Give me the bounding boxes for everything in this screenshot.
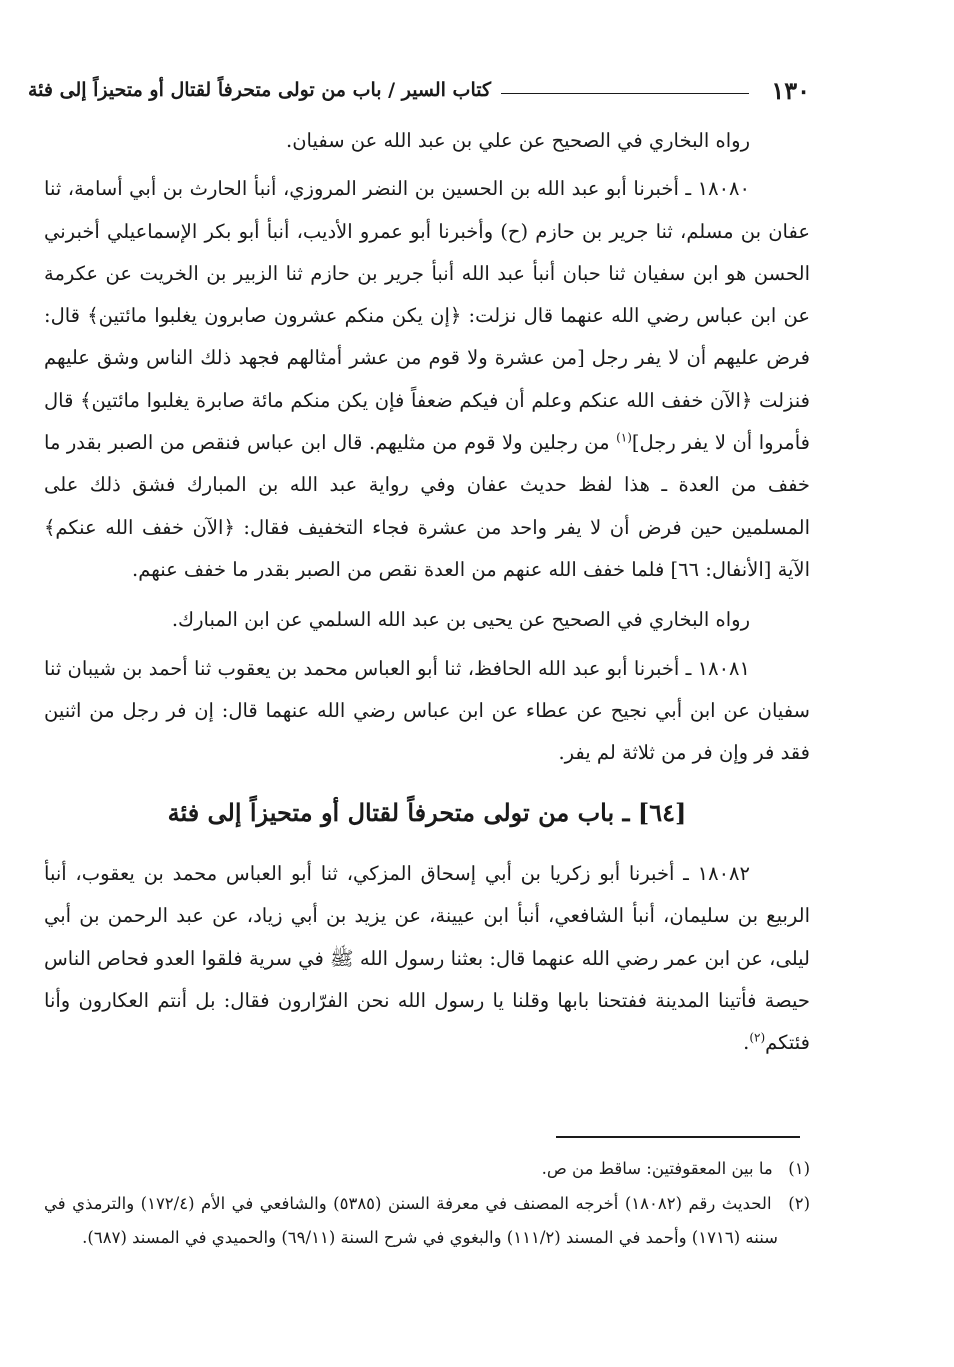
paragraph-bukhari-1: رواه البخاري في الصحيح عن علي بن عبد الله عن سفيان. bbox=[286, 129, 750, 152]
footnotes bbox=[44, 1152, 810, 1256]
footnote-1 bbox=[44, 1152, 810, 1187]
page-header bbox=[28, 70, 810, 110]
footnote-ref-1[interactable]: (١) bbox=[616, 430, 632, 445]
main-text-2 bbox=[44, 853, 810, 1064]
footnote-2 bbox=[44, 1187, 810, 1256]
chapter-heading: [٦٤] ـ باب من تولى متحرفاً لقتال أو متحيزاً إلى فئة bbox=[167, 798, 687, 827]
footnote-ref-2[interactable]: (٢) bbox=[749, 1030, 766, 1045]
footnote-2-text: الحديث رقم (١٨٠٨٢) أخرجه المصنف في معرفة السنن (٥٣٨٥) والشافعي في الأم (١٧٢/٤) والترمذي في سننه (١٧١٦) وأحمد في المسند (١١١/٢) والبغوي في شرح السنة (٦٩/١١) والحميدي في المسند (٦٨٧). bbox=[44, 1193, 778, 1247]
hadith-18082-text: ١٨٠٨٢ ـ أخبرنا أبو زكريا بن أبي إسحاق المزكي، ثنا أبو العباس محمد بن يعقوب، أنبأ الربيع بن سليمان، أنبأ الشافعي، أنبأ ابن عيينة، عن يزيد بن أبي زياد، عن عبد الرحمن بن أبي ليلى، عن ابن عمر رضي الله عنهما قال: بعثنا رسول الله ﷺ في سرية فلقوا العدو فحاص الناس حيصة فأتينا المدينة ففتحنا بابها وقلنا يا رسول الله نحن الفرّارون فقال: بل أنتم العكارون وأنا فئتكم bbox=[44, 862, 810, 1055]
running-title: كتاب السير / باب من تولى متحرفاً لقتال أو متحيزاً إلى فئة bbox=[28, 79, 492, 101]
header-rule bbox=[501, 93, 749, 94]
page-number: ١٣٠ bbox=[771, 75, 810, 105]
hadith-18080-part2: من رجلين ولا قوم من مثليهم. قال ابن عباس فنقص من الصبر بقدر ما خفف من العدة ـ هذا لفظ حديث عفان وفي رواية عبد الله بن المبارك فشق ذلك على المسلمين حين فرض أن لا يفر واحد من عشرة فجاء التخفيف فقال: ﴿الآن خفف الله عنكم﴾ الآية [الأنفال: ٦٦] فلما خفف الله عنهم من العدة نقص من الصبر بقدر ما خفف عنهم. bbox=[44, 431, 810, 581]
paragraph-bukhari-2: رواه البخاري في الصحيح عن يحيى بن عبد الله السلمي عن ابن المبارك. bbox=[171, 608, 750, 632]
main-text bbox=[44, 120, 810, 774]
footnote-1-number: (١) bbox=[788, 1159, 810, 1178]
footnote-2-number: (٢) bbox=[788, 1193, 810, 1213]
footnote-rule bbox=[556, 1136, 800, 1138]
hadith-18081: ١٨٠٨١ ـ أخبرنا أبو عبد الله الحافظ، ثنا أبو العباس محمد بن يعقوب ثنا أحمد بن شيبان ثنا سفيان عن ابن أبي نجيح عن عطاء عن ابن عباس رضي الله عنهما قال: إن فر رجل من اثنين فقد فر وإن فر من ثلاثة لم يفر. bbox=[44, 656, 810, 765]
footnote-1-text: ما بين المعقوفتين: ساقط من ص. bbox=[541, 1159, 773, 1178]
hadith-18080 bbox=[44, 168, 810, 591]
hadith-18080-part1: ١٨٠٨٠ ـ أخبرنا أبو عبد الله بن الحسين بن النضر المروزي، أنبأ الحارث بن أبي أسامة، ثنا عفان بن مسلم، ثنا جرير بن حازم (ح) وأخبرنا أبو عمرو الأديب، أنبأ أبو بكر الإسماعيلي أخبرني الحسن هو ابن سفيان ثنا حبان أنبأ عبد الله أنبأ جرير بن حازم ثنا الزبير بن الخريت عن عكرمة عن ابن عباس رضي الله عنهما قال نزلت: ﴿إن يكن منكم عشرون صابرون يغلبوا مائتين﴾ قال: فرض عليهم أن لا يفر رجل [من عشرة ولا قوم من عشر أمثالهم فجهد ذلك الناس وشق عليهم فنزلت ﴿الآن خفف الله عنكم وعلم أن فيكم ضعفاً فإن يكن منكم مائة صابرة يغلبوا مائتين﴾ قال فأمروا أن لا يفر رجل] bbox=[44, 177, 810, 455]
hadith-18082: ١٨٠٨٢ ـ أخبرنا أبو زكريا بن أبي إسحاق المزكي، ثنا أبو العباس محمد بن يعقوب، أنبأ الربيع بن سليمان، أنبأ الشافعي، أنبأ ابن عيينة، عن يزيد بن أبي زياد، عن عبد الرحمن بن أبي ليلى، عن ابن عمر رضي الله عنهما قال: بعثنا رسول الله ﷺ في سرية فلقوا العدو فحاص الناس حيصة فأتينا المدينة ففتحنا بابها وقلنا يا رسول الله نحن الفرّارون فقال: بل أنتم العكارون وأنا فئتكم$^{(٢)}$. bbox=[44, 862, 810, 1055]
